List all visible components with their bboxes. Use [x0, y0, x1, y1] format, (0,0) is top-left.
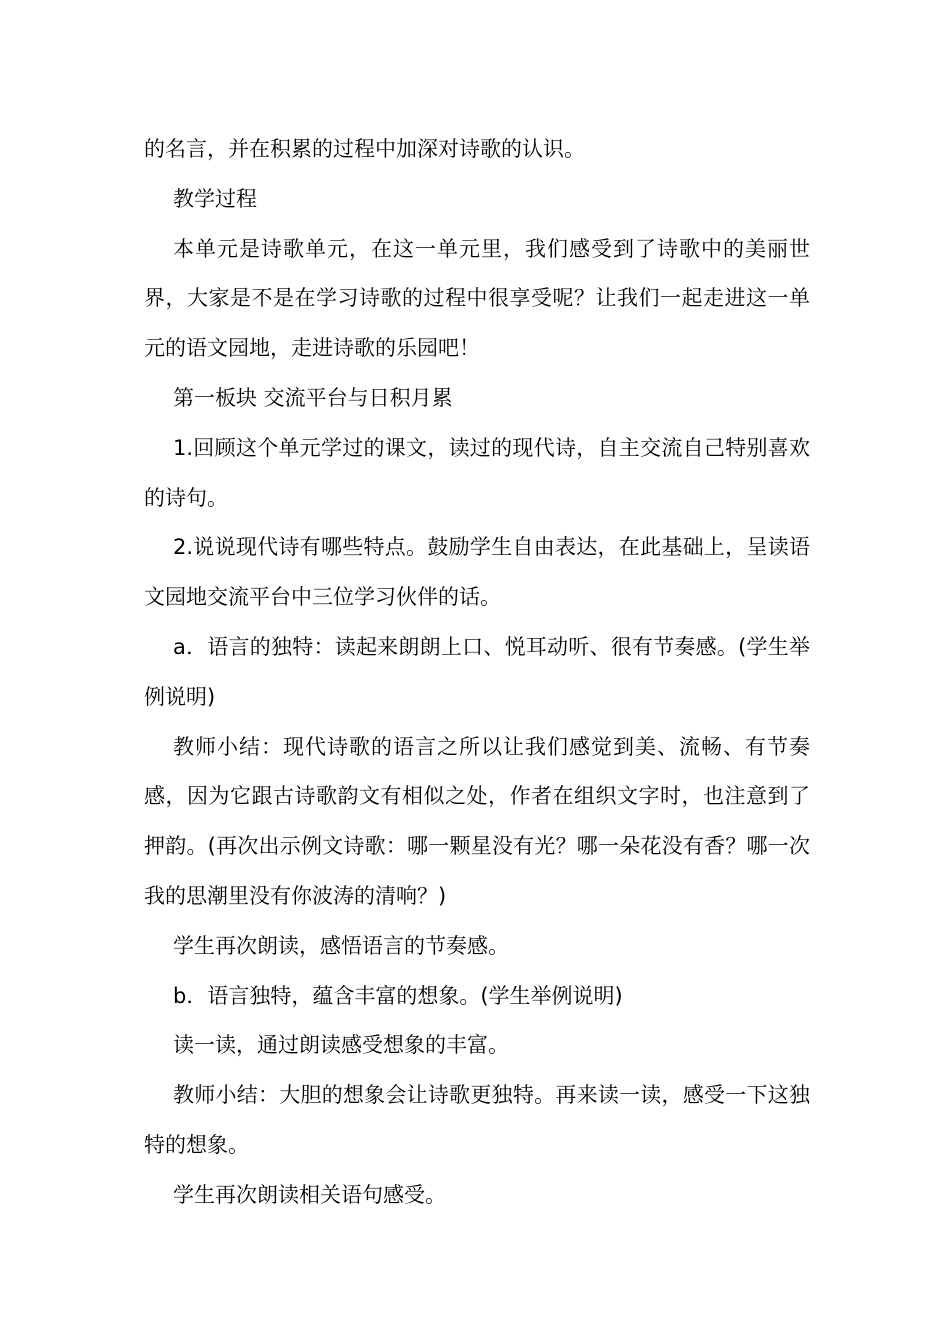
paragraph-student-reading-2: 学生再次朗读相关语句感受。: [173, 1182, 446, 1207]
paragraph-step-1: 1.回顾这个单元学过的课文，读过的现代诗，自主交流自己特别喜欢的诗句。: [144, 435, 810, 510]
paragraph-point-a: a．语言的独特：读起来朗朗上口、悦耳动听、很有节奏感。(学生举例说明): [144, 634, 810, 709]
heading-section-one: 第一板块 交流平台与日积月累: [173, 385, 453, 410]
paragraph-student-reading-1: 学生再次朗读，感悟语言的节奏感。: [173, 933, 509, 958]
paragraph-step-2: 2.说说现代诗有哪些特点。鼓励学生自由表达，在此基础上，呈读语文园地交流平台中三位学习伙伴的话。: [144, 535, 810, 610]
paragraph-continuation: 的名言，并在积累的过程中加深对诗歌的认识。: [144, 137, 585, 161]
paragraph-teacher-summary-1: 教师小结：现代诗歌的语言之所以让我们感觉到美、流畅、有节奏感，因为它跟古诗歌韵文有相似之处，作者在组织文字时，也注意到了押韵。(再次出示例文诗歌：哪一颗星没有光？哪一朵花没有香？哪一次我的思潮里没有你波涛的清响？): [144, 734, 810, 908]
heading-teaching-process: 教学过程: [173, 186, 257, 211]
paragraph-point-b: b．语言独特，蕴含丰富的想象。(学生举例说明): [173, 983, 623, 1008]
paragraph-teacher-summary-2: 教师小结：大胆的想象会让诗歌更独特。再来读一读，感受一下这独特的想象。: [144, 1083, 810, 1157]
paragraph-read-aloud: 读一读，通过朗读感受想象的丰富。: [173, 1033, 509, 1058]
document-page: [144, 125, 810, 1221]
paragraph-intro: 本单元是诗歌单元，在这一单元里，我们感受到了诗歌中的美丽世界，大家是不是在学习诗歌的过程中很享受呢？让我们一起走进这一单元的语文园地，走进诗歌的乐园吧！: [144, 236, 810, 361]
